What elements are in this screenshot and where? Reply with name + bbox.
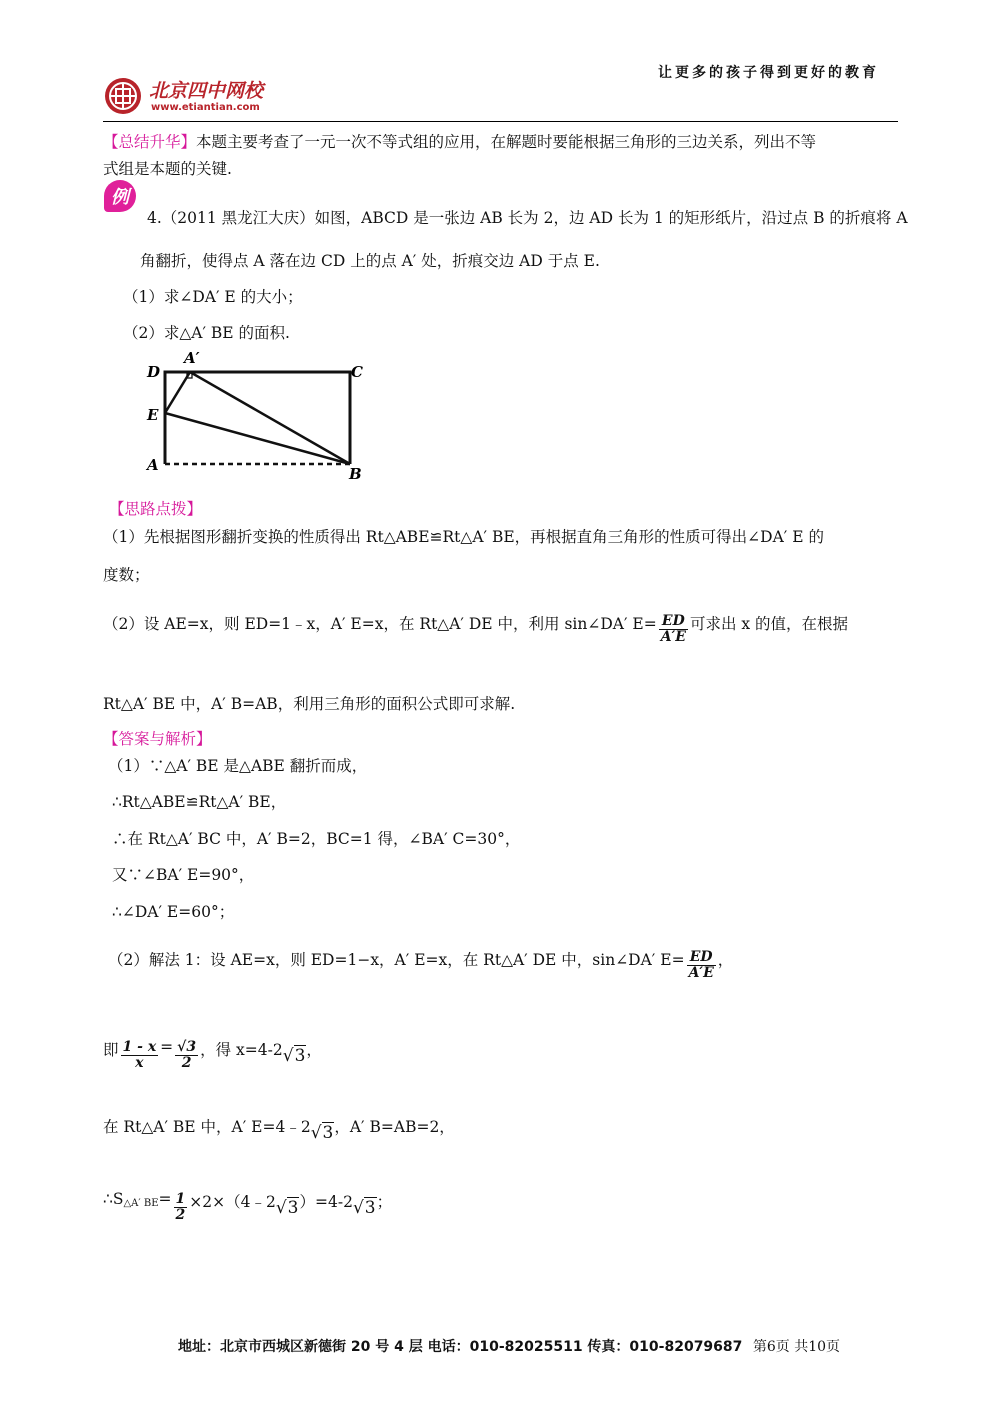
hint-frac-den: A′E: [660, 629, 686, 646]
question-2: （2）求△A′ BE 的面积.: [123, 324, 290, 342]
example-line-1: 4.（2011 黑龙江大庆）如图，ABCD 是一张边 AB 长为 2，边 AD 长为 1 的矩形纸片，沿过点 B 的折痕将 A: [147, 209, 908, 227]
equation-line: [103, 1038, 322, 1072]
area-pre: ∴S: [103, 1190, 124, 1208]
bc-sqrt-radicand: 3: [322, 1123, 334, 1143]
footer-page: 第6页 共10页: [752, 1339, 841, 1355]
area-sqrt-2: √3: [352, 1198, 376, 1218]
area-fraction: [174, 1192, 188, 1224]
label-B: B: [349, 465, 362, 483]
eq-pre: 即: [103, 1041, 119, 1059]
answer-tag: 【答案与解析】: [103, 730, 212, 748]
solution-2-pre: （2）解法 1：设 AE=x，则 ED=1−x，A′ E=x，在 Rt△A′ DE 中，sin∠DA′ E=: [108, 951, 685, 969]
hint-p2-pre: （2）设 AE=x，则 ED=1﹣x，A′ E=x，在 Rt△A′ DE 中，利用 sin∠DA′ E=: [103, 615, 657, 633]
hint-frac-num: ED: [659, 614, 688, 630]
rt-triangle-line: [103, 1115, 455, 1143]
bc-pre: 在 Rt△A′ BE 中，A′ E=4﹣2: [103, 1118, 311, 1136]
footer: [178, 1336, 840, 1356]
header-slogan: 让更多的孩子得到更好的教育: [658, 65, 879, 81]
fold-EB: [165, 413, 350, 464]
solution-2-post: ，: [717, 951, 734, 969]
hint-tag: 【思路点拨】: [109, 500, 203, 518]
area-sqrt-1: √3: [275, 1198, 299, 1218]
answer-line-5: ∴∠DA′ E=60°；: [112, 903, 235, 921]
solution-2-fraction: [687, 950, 716, 982]
eq-sqrt: √3: [282, 1046, 306, 1066]
logo-url: www.etiantian.com: [151, 102, 260, 113]
area-line: [103, 1190, 392, 1224]
bc-sqrt: √3: [310, 1123, 334, 1143]
logo-text: 北京四中网校: [149, 80, 264, 102]
hint-p2-line-1: [103, 612, 848, 646]
eq-left-fraction: [121, 1040, 159, 1072]
eq-equals: =: [160, 1038, 174, 1056]
eq-post: ，得 x=4-2: [200, 1041, 283, 1059]
area-subscript: △A′ BE: [123, 1198, 159, 1209]
area-equals: =: [158, 1190, 172, 1208]
area-frac-num: 1: [175, 1191, 186, 1207]
summary-tag: 【总结升华】: [103, 133, 197, 151]
label-A-prime: A′: [184, 349, 200, 367]
example-badge-label: 例: [111, 187, 129, 208]
eq-den: x: [135, 1055, 144, 1072]
area-end: ；: [376, 1193, 393, 1211]
eq-rnum: √3: [177, 1039, 197, 1055]
label-A: A: [147, 456, 159, 474]
hint-p2-post: 可求出 x 的值，在根据: [689, 615, 849, 633]
logo: [103, 76, 283, 116]
geometry-figure: [140, 348, 380, 483]
answer-line-3: ∴在 Rt△A′ BC 中，A′ B=2，BC=1 得，∠BA′ C=30°，: [112, 830, 521, 848]
question-1: （1）求∠DA′ E 的大小；: [123, 288, 303, 306]
area-mid: ×2×（4﹣2: [189, 1193, 276, 1211]
area-sqrt-1-radicand: 3: [287, 1198, 299, 1218]
example-line-2: 角翻折，使得点 A 落在边 CD 上的点 A′ 处，折痕交边 AD 于点 E.: [140, 252, 600, 270]
label-C: C: [351, 363, 363, 381]
hint-p2-line-2: Rt△A′ BE 中，A′ B=AB，利用三角形的面积公式即可求解.: [103, 695, 516, 713]
logo-seal-icon: [103, 76, 143, 116]
label-E: E: [147, 406, 159, 424]
summary-text-1: 本题主要考查了一元一次不等式组的应用，在解题时要能根据三角形的三边关系，列出不等: [196, 133, 817, 151]
bc-post: ，A′ B=AB=2，: [334, 1118, 455, 1136]
eq-num: 1 - x: [122, 1039, 157, 1055]
summary-line-2: 式组是本题的关键.: [103, 160, 232, 178]
segment-EA-prime: [165, 372, 190, 413]
eq-rden: 2: [181, 1055, 192, 1072]
answer-solution-2: [108, 948, 733, 982]
answer-line-1: （1）∵△A′ BE 是△ABE 翻折而成，: [108, 757, 368, 775]
answer-line-2: ∴Rt△ABE≌Rt△A′ BE，: [112, 793, 287, 811]
hint-fraction: [659, 614, 688, 646]
hint-p1-line-2: 度数；: [103, 566, 150, 584]
solution-2-frac-den: A′E: [688, 965, 714, 982]
hint-p1-line-1: （1）先根据图形翻折变换的性质得出 Rt△ABE≌Rt△A′ BE，再根据直角三角形的性质可得出∠DA′ E 的: [103, 528, 824, 546]
header-rule: [103, 121, 898, 122]
area-mid-2: ）=4-2: [299, 1193, 353, 1211]
answer-line-4: 又∵∠BA′ E=90°，: [112, 866, 255, 884]
label-D: D: [147, 363, 161, 381]
segment-A-prime-B: [190, 372, 350, 464]
rect-side-edges: [165, 372, 350, 464]
eq-end: ，: [306, 1041, 322, 1059]
area-frac-den: 2: [175, 1207, 186, 1224]
area-sqrt-2-radicand: 3: [364, 1198, 376, 1218]
eq-sqrt-radicand: 3: [294, 1046, 306, 1066]
summary-line-1: [103, 130, 816, 152]
eq-right-fraction: [175, 1040, 198, 1072]
example-badge: [104, 180, 136, 212]
footer-address: 地址：北京市西城区新德街 20 号 4 层 电话：010-82025511 传真：010-82079687: [178, 1339, 743, 1355]
solution-2-frac-num: ED: [687, 950, 716, 966]
